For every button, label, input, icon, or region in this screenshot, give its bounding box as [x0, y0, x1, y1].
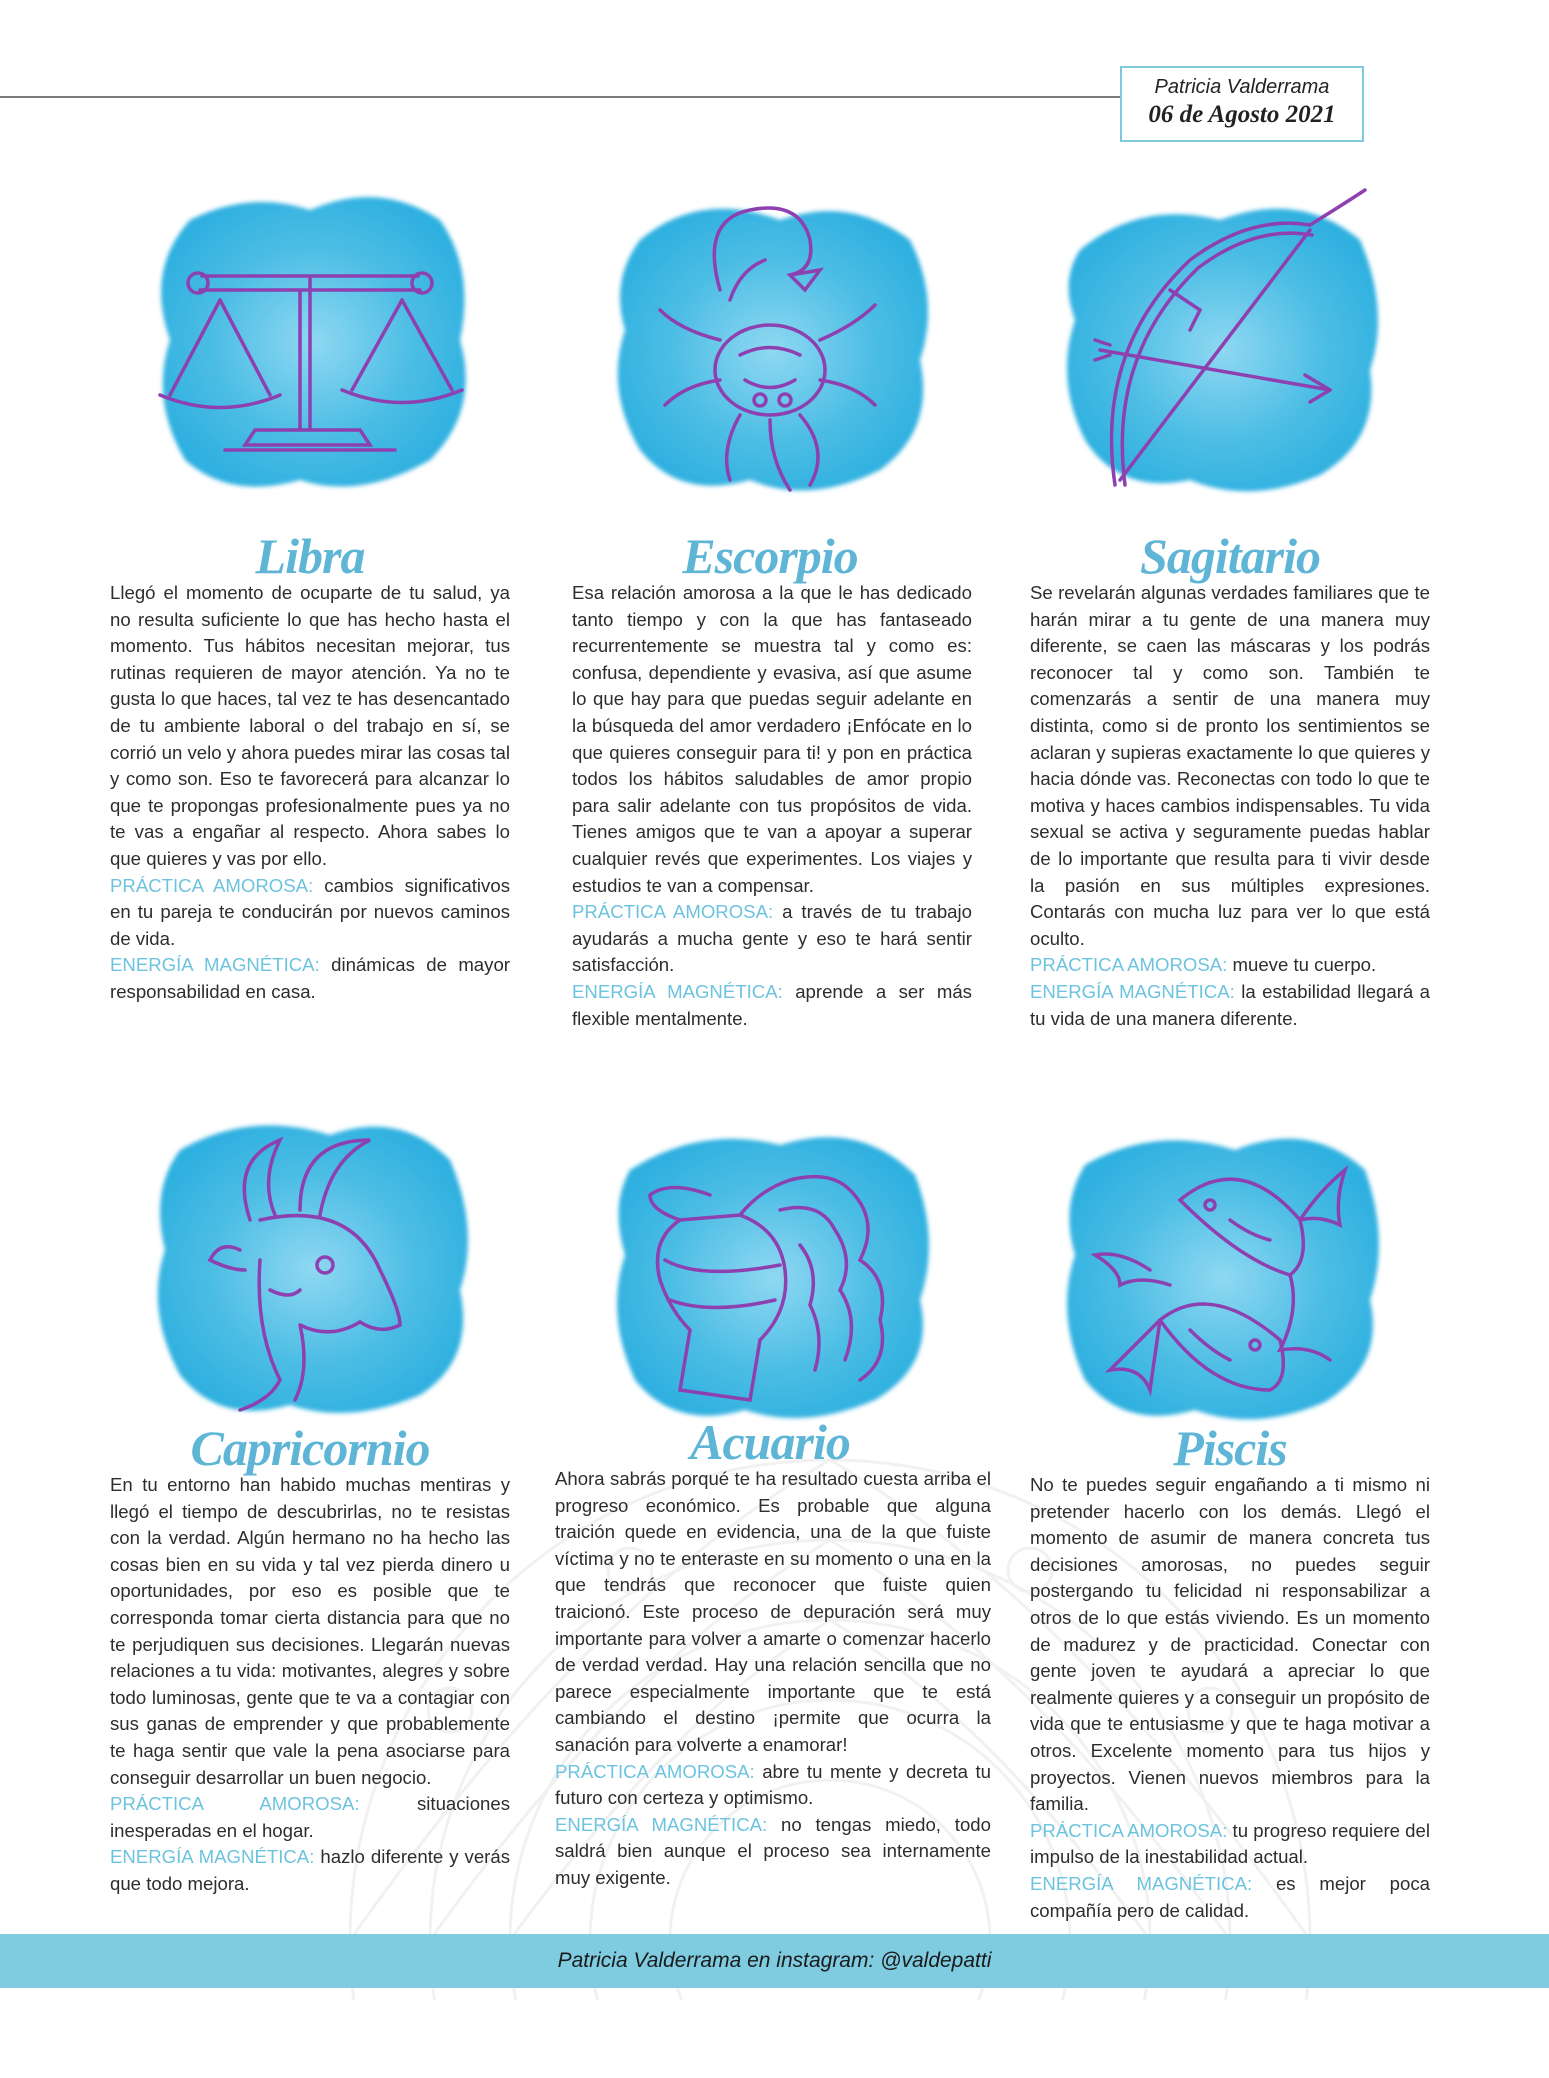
- energy-label: ENERGÍA MAGNÉTICA:: [110, 954, 320, 976]
- sign-title-escorpio: Escorpio: [682, 528, 858, 584]
- sign-body: Ahora sabrás porqué te ha resultado cuesta arriba el progreso económico. Es probable que alguna traición quede en evidencia, una de la que fuiste víctima y no te enteraste en su momento o una en la que tendrás que reconocer que fuiste quien traicionó. Este proceso de depuración será muy importante para volver a amarte o comenzar hacerlo de verdad verdad. Hay una relación sencilla que no parece especialmente importante que te está cambiando el destino ¡permite que ocurra la sanación para volverte a enamorar!: [555, 1468, 991, 1755]
- energy-label: ENERGÍA MAGNÉTICA:: [555, 1813, 768, 1835]
- sign-title-libra: Libra: [255, 528, 365, 584]
- sign-title-sagitario: Sagitario: [1140, 528, 1320, 584]
- love-text: situaciones inesperadas en el hogar.: [110, 1793, 511, 1841]
- sign-text-piscis: [1030, 1472, 1430, 1924]
- energy-text: aprende a ser más flexible mentalmente.: [572, 980, 972, 1029]
- acuario-artwork: [590, 1110, 950, 1440]
- header-rule: [0, 96, 1140, 98]
- header-box: [1120, 66, 1364, 142]
- love-text: cambios significativos en tu pareja te conducirán por nuevos caminos de vida.: [110, 874, 510, 949]
- love-text: tu progreso requiere del impulso de la inestabilidad actual.: [1030, 1819, 1430, 1868]
- energy-text: la estabilidad llegará a tu vida de una manera diferente.: [1030, 980, 1430, 1029]
- header-date: 06 de Agosto 2021: [1148, 101, 1336, 128]
- escorpio-artwork: [590, 180, 950, 510]
- love-label: PRÁCTICA AMOROSA:: [1030, 1819, 1228, 1841]
- libra-artwork: [130, 180, 490, 510]
- love-text: a través de tu trabajo ayudarás a mucha gente y eso te hará sentir satisfacción.: [572, 901, 972, 976]
- sign-body: En tu entorno han habido muchas mentiras y llegó el tiempo de descubrirlas, no te resistas con la verdad. Algún hermano no ha hecho las cosas bien en su vida y tal vez pierda dinero u oportunidades, por eso es posible que te corresponda tomar cierta distancia para que no te perjudiquen sus decisiones. Llegarán nuevas relaciones a tu vida: motivantes, alegres y sobre todo luminosas, gente que te va a contagiar con sus ganas de emprender y que probablemente te haga sentir que vale la pena asociarse para conseguir desarrollar un buen negocio.: [110, 1474, 510, 1788]
- sign-text-sagitario: [1030, 580, 1430, 1032]
- sign-title-piscis: Piscis: [1173, 1420, 1287, 1476]
- love-text: mueve tu cuerpo.: [1232, 954, 1377, 976]
- love-label: PRÁCTICA AMOROSA:: [110, 1793, 360, 1815]
- sign-text-capricornio: [110, 1472, 510, 1898]
- love-label: PRÁCTICA AMOROSA:: [110, 874, 314, 896]
- sign-body: Llegó el momento de ocuparte de tu salud, ya no resulta suficiente lo que has hecho hasta el momento. Tus hábitos necesitan mejorar, tus rutinas requieren de mayor atención. Ya no te gusta lo que haces, tal vez te has desencantado de tu ambiente laboral o del trabajo en sí, se corrió un velo y ahora puedes mirar las cosas tal y como son. Eso te favorecerá para alcanzar lo que te propongas profesionalmente pues ya no te vas a engañar al respecto. Ahora sabes lo que quieres y vas por ello.: [110, 582, 510, 869]
- footer-instagram-text: Patricia Valderrama en instagram: @valdepatti: [557, 1949, 992, 1972]
- sign-text-escorpio: [572, 580, 972, 1032]
- love-label: PRÁCTICA AMOROSA:: [1030, 954, 1228, 976]
- sign-text-libra: [110, 580, 510, 1006]
- energy-text: no tengas miedo, todo saldrá bien aunque el proceso sea internamente muy exigente.: [555, 1813, 991, 1888]
- piscis-artwork: [1040, 1110, 1400, 1440]
- love-label: PRÁCTICA AMOROSA:: [555, 1760, 755, 1782]
- sign-title-acuario: Acuario: [690, 1414, 850, 1470]
- sign-text-acuario: [555, 1466, 991, 1892]
- energy-text: es mejor poca compañía pero de calidad.: [1030, 1872, 1430, 1921]
- energy-label: ENERGÍA MAGNÉTICA:: [1030, 980, 1235, 1002]
- sign-title-capricornio: Capricornio: [190, 1420, 430, 1476]
- love-label: PRÁCTICA AMOROSA:: [572, 901, 774, 923]
- capricornio-artwork: [130, 1100, 490, 1430]
- sagitario-artwork: [1040, 180, 1400, 510]
- sign-body: No te puedes seguir engañando a ti mismo ni pretender hacerlo con los demás. Llegó el momento de asumir de manera concreta tus decisiones amorosas, no puedes seguir postergando tu felicidad ni responsabilizar a otros de lo que estás viviendo. Es un momento de madurez y de practicidad. Conectar con gente joven te ayudará a apreciar lo que realmente quieres y a conseguir un propósito de vida que te entusiasme y que te haga motivar a otros. Excelente momento para tus hijos y proyectos. Vienen nuevos miembros para la familia.: [1030, 1474, 1430, 1815]
- energy-text: hazlo diferente y verás que todo mejora.: [110, 1846, 510, 1894]
- header-author: Patricia Valderrama: [1154, 76, 1330, 98]
- energy-label: ENERGÍA MAGNÉTICA:: [110, 1846, 315, 1868]
- energy-label: ENERGÍA MAGNÉTICA:: [572, 980, 783, 1002]
- energy-text: dinámicas de mayor responsabilidad en casa.: [110, 954, 510, 1002]
- energy-label: ENERGÍA MAGNÉTICA:: [1030, 1872, 1253, 1894]
- sign-body: Se revelarán algunas verdades familiares que te harán mirar a tu gente de una manera muy diferente, se caen las máscaras y los podrás reconocer tal y como son. También te comenzarás a sentir de una manera muy distinta, como si de pronto los sentimientos se aclaran y supieras exactamente lo que quieres y hacia dónde vas. Reconectas con todo lo que te motiva y haces cambios indispensables. Tu vida sexual se activa y seguramente puedas hablar de lo importante que resulta para ti vivir desde la pasión en sus múltiples expresiones. Contarás con mucha luz para ver lo que está oculto.: [1030, 582, 1430, 949]
- love-text: abre tu mente y decreta tu futuro con certeza y optimismo.: [555, 1760, 991, 1809]
- footer-bar: [0, 1934, 1549, 1988]
- sign-body: Esa relación amorosa a la que le has dedicado tanto tiempo y con la que has fantaseado recurrentemente se muestra tal y como es: confusa, dependiente y evasiva, así que asume lo que hay para que puedas seguir adelante en la búsqueda del amor verdadero ¡Enfócate en lo que quieres conseguir para ti! y pon en práctica todos los hábitos saludables de amor propio para salir adelante con tus propósitos de vida. Tienes amigos que te van a apoyar a superar cualquier revés que experimentes. Los viajes y estudios te van a compensar.: [572, 582, 972, 896]
